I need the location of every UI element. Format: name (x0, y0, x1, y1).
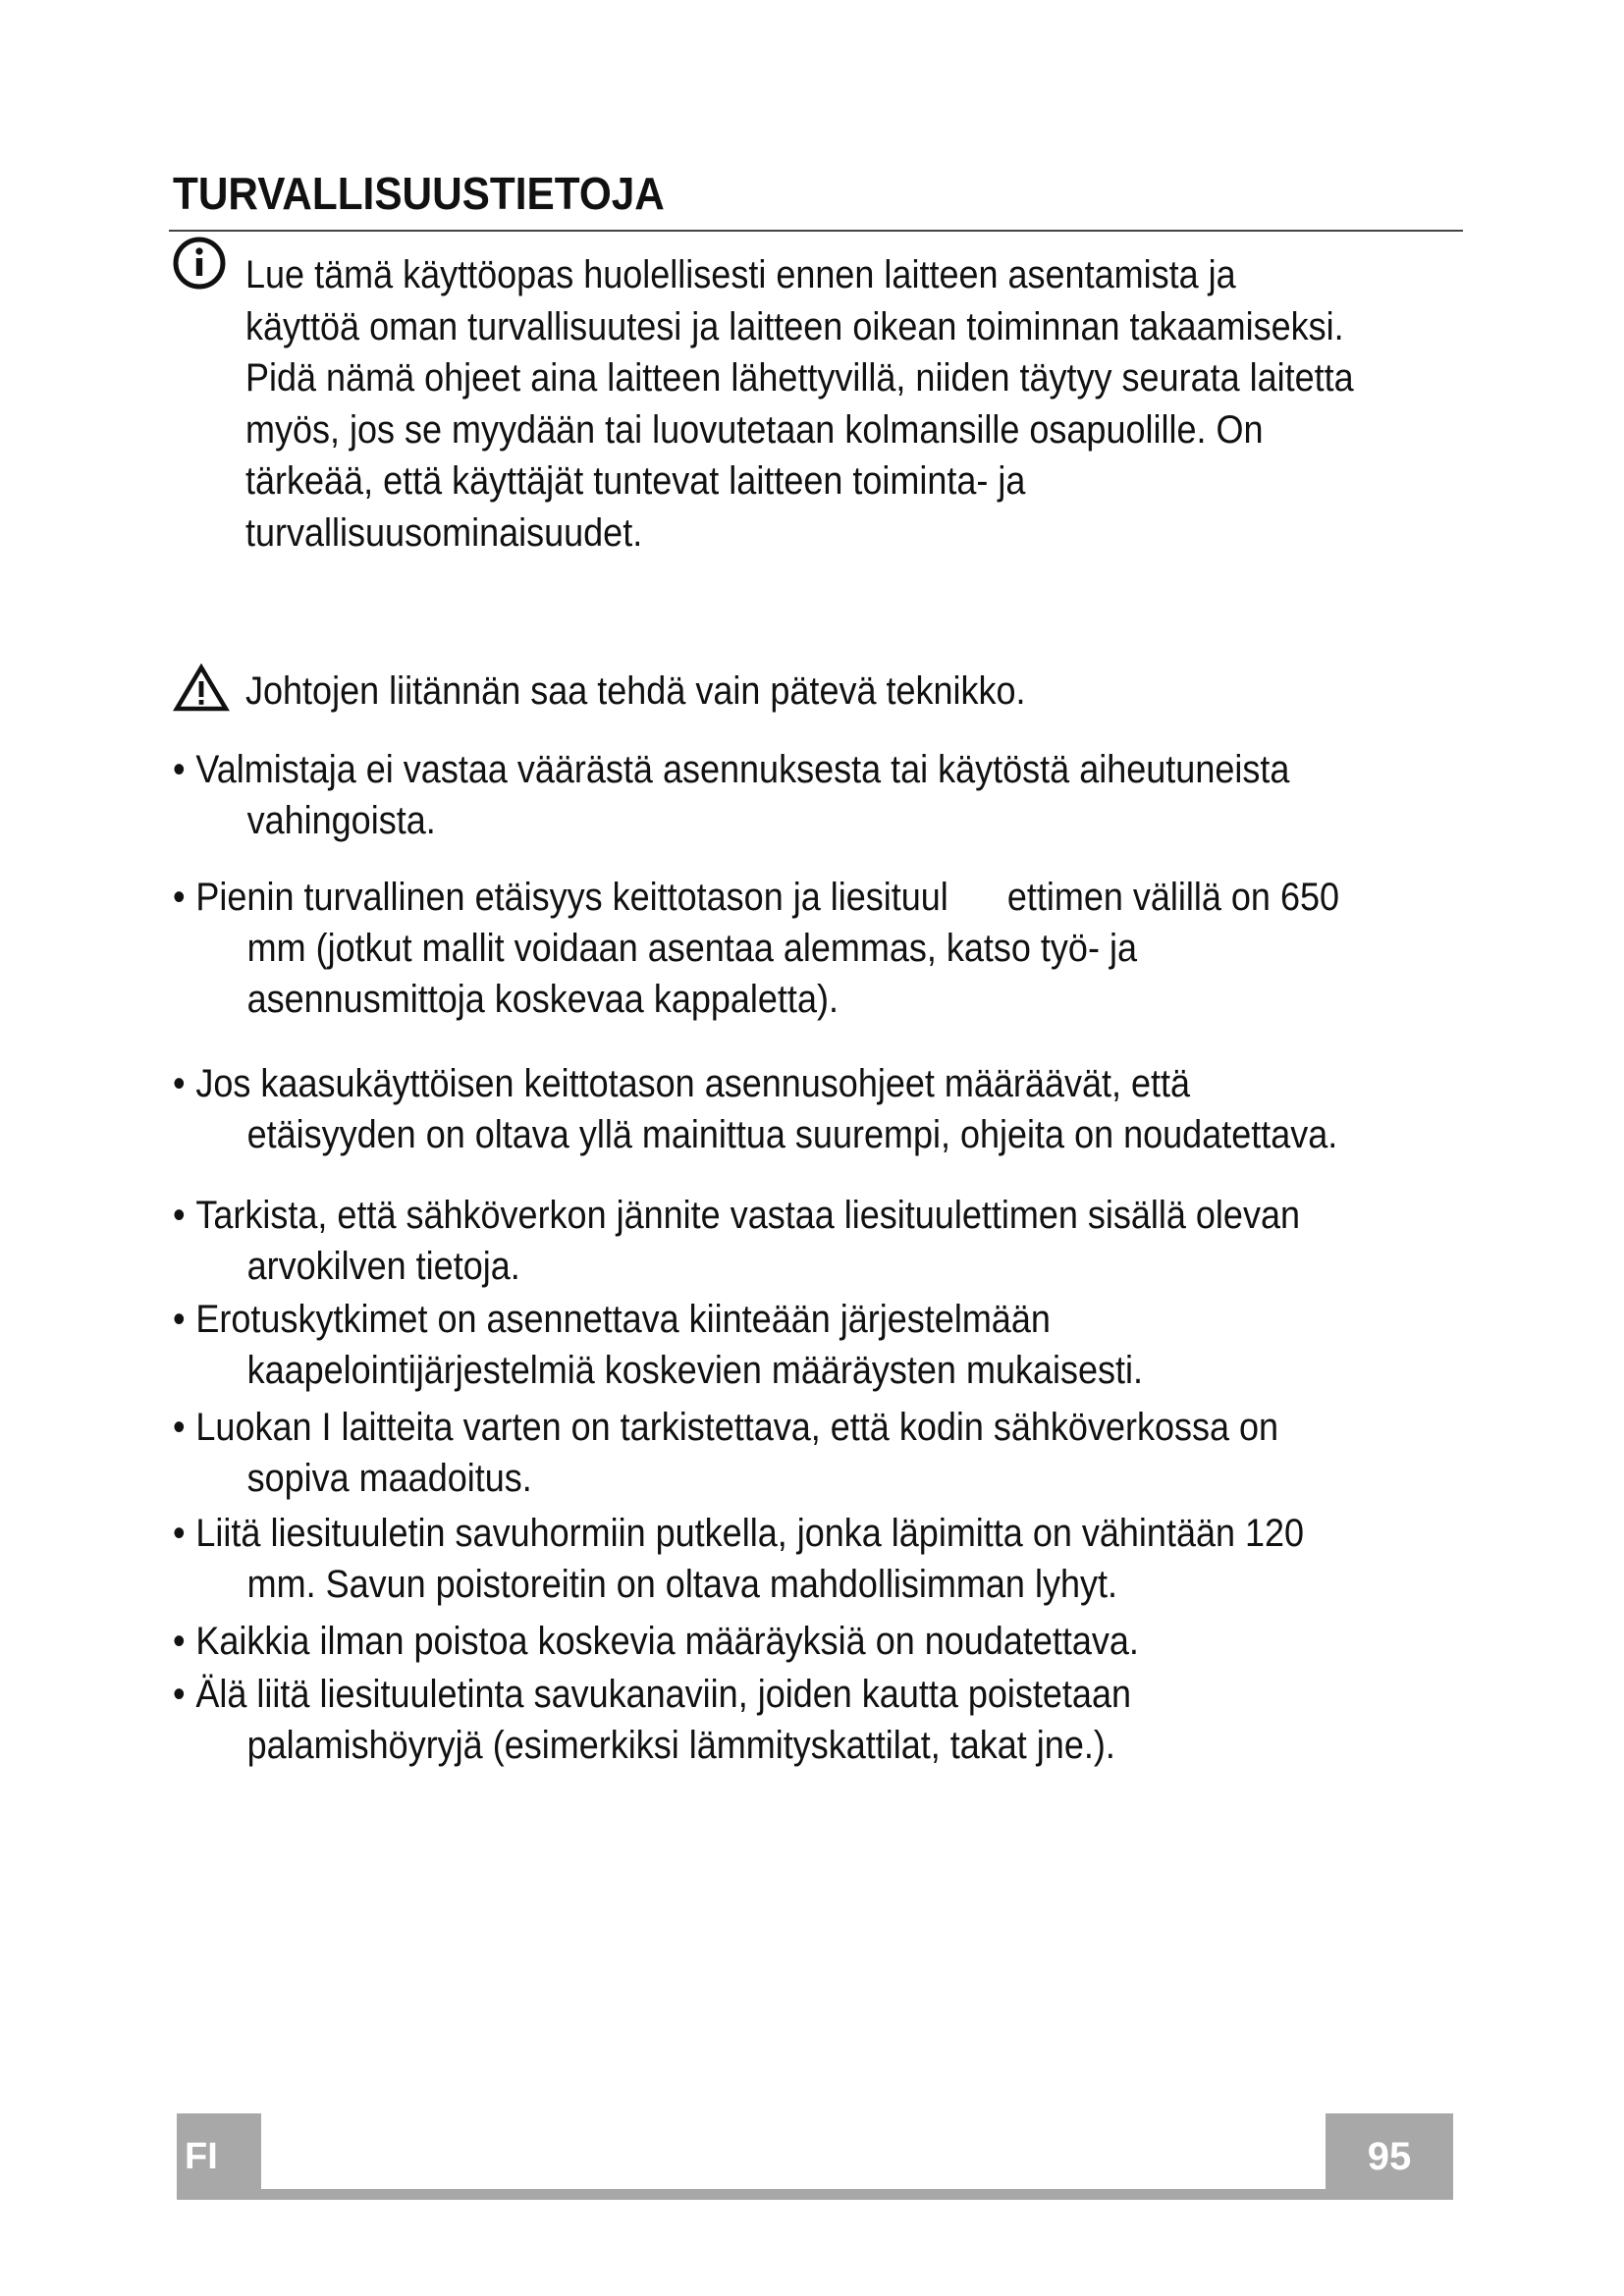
bullet-marker: • (173, 1062, 186, 1105)
warning-text: Johtojen liitännän saa tehdä vain pätevä teknikko. (245, 669, 1026, 713)
intro-line: Lue tämä käyttöopas huolellisesti ennen laitteen asentamista ja (245, 253, 1236, 296)
warning-triangle-icon (173, 664, 230, 713)
bullet-line: vahingoista. (246, 799, 436, 842)
intro-line: turvallisuusominaisuudet. (245, 510, 643, 555)
bullet-line: sopiva maadoitus. (246, 1457, 532, 1500)
bullet-line: Valmistaja ei vastaa väärästä asennuksesta tai käytöstä aiheutuneista (195, 748, 1290, 791)
bullet-item (173, 872, 1340, 1025)
bullet-line: Pienin turvallinen etäisyys keittotason ja liesituul ettimen välillä on 650 (195, 876, 1340, 919)
footer-divider (261, 2189, 1326, 2200)
bullet-line: Jos kaasukäyttöisen keittotason asennusohjeet määräävät, että (195, 1062, 1191, 1105)
bullet-line: kaapelointijärjestelmiä koskevien määräysten mukaisesti. (246, 1349, 1144, 1392)
bullet-line: arvokilven tietoja. (246, 1245, 520, 1288)
intro-line: käyttöä oman turvallisuutesi ja laitteen oikean toiminnan takaamiseksi. (245, 304, 1344, 348)
bullet-line: mm (jotkut mallit voidaan asentaa alemmas, katso työ- ja (246, 927, 1137, 970)
intro-line: Pidä nämä ohjeet aina laitteen lähettyvillä, niiden täytyy seurata laitetta (245, 356, 1354, 400)
footer-language-tag: FI (177, 2113, 261, 2200)
bullet-marker: • (173, 1298, 186, 1341)
title-divider (169, 230, 1463, 232)
bullet-line: mm. Savun poistoreitin on oltava mahdollisimman lyhyt. (246, 1563, 1117, 1606)
bullet-line: Erotuskytkimet on asennettava kiinteään järjestelmään (195, 1298, 1051, 1341)
bullet-item (173, 1058, 1338, 1160)
bullet-marker: • (173, 1620, 186, 1663)
bullet-item (173, 1616, 1322, 1667)
bullet-line: etäisyyden on oltava yllä mainittua suurempi, ohjeita on noudatettava. (246, 1113, 1338, 1156)
bullet-marker: • (173, 1406, 186, 1449)
bullet-item (173, 744, 1322, 846)
bullet-line: asennusmittoja koskevaa kappaletta). (246, 978, 839, 1021)
bullet-marker: • (173, 748, 186, 791)
bullet-marker: • (173, 876, 186, 919)
bullet-item (173, 1508, 1322, 1610)
bullet-marker: • (173, 1194, 186, 1237)
page-title: TURVALLISUUSTIETOJA (173, 168, 665, 219)
bullet-line: Kaikkia ilman poistoa koskevia määräyksiä on noudatettava. (195, 1620, 1139, 1663)
footer-page-number: 95 (1326, 2113, 1453, 2200)
bullet-item (173, 1402, 1322, 1504)
intro-line: myös, jos se myydään tai luovutetaan kolmansille osapuolille. On (245, 407, 1264, 452)
bullet-line: palamishöyryjä (esimerkiksi lämmityskattilat, takat jne.). (246, 1724, 1115, 1767)
bullet-line: Älä liitä liesituuletinta savukanaviin, joiden kautta poistetaan (195, 1673, 1131, 1716)
bullet-marker: • (173, 1512, 186, 1555)
intro-line: tärkeää, että käyttäjät tuntevat laitteen toiminta- ja (245, 459, 1026, 503)
bullet-item (173, 1190, 1322, 1292)
bullet-line: Luokan I laitteita varten on tarkistettava, että kodin sähköverkossa on (195, 1406, 1279, 1449)
bullet-line: Tarkista, että sähköverkon jännite vastaa liesituulettimen sisällä olevan (195, 1194, 1301, 1237)
bullet-line: Liitä liesituuletin savuhormiin putkella, jonka läpimitta on vähintään 120 (195, 1512, 1305, 1555)
bullet-item (173, 1294, 1322, 1396)
bullet-marker: • (173, 1673, 186, 1716)
intro-paragraph (245, 249, 1359, 559)
bullet-item (173, 1669, 1322, 1771)
info-circle-icon (172, 236, 227, 291)
